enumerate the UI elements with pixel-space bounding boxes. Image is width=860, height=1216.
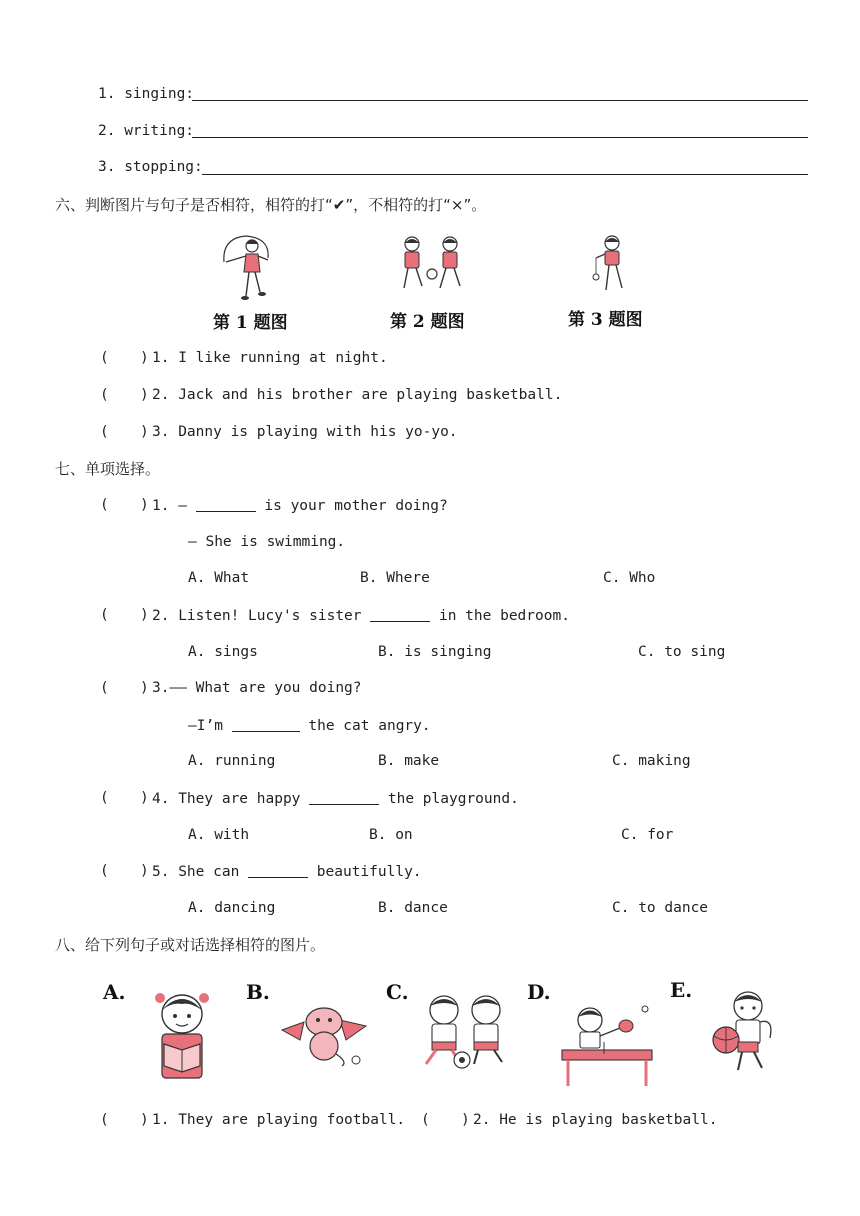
q1-option-c[interactable]: C. Who	[603, 570, 656, 586]
section-heading-8: 八、给下列句子或对话选择相符的图片。	[55, 936, 326, 954]
q2-post: in the bedroom.	[438, 608, 570, 624]
q5-option-c[interactable]: C. to dance	[612, 900, 709, 916]
q1-post: is your mother doing?	[264, 498, 448, 514]
q2-stem	[152, 607, 570, 624]
answer-paren-close: )	[140, 424, 149, 440]
answer-paren-close: )	[140, 387, 149, 403]
answer-paren-open[interactable]: (	[100, 1112, 109, 1128]
answer-paren-open[interactable]: (	[100, 424, 109, 440]
judge-item-2: 2. Jack and his brother are playing basketball.	[152, 387, 563, 403]
q3-option-c[interactable]: C. making	[612, 753, 691, 769]
q3-line-post: the cat angry.	[308, 718, 431, 734]
picture-letter-d: D.	[527, 980, 551, 1004]
answer-paren-open[interactable]: (	[421, 1112, 430, 1128]
q2-option-c[interactable]: C. to sing	[638, 644, 726, 660]
answer-paren-open[interactable]: (	[100, 790, 109, 806]
answer-line-2[interactable]	[192, 137, 808, 138]
q4-stem	[152, 790, 519, 807]
answer-paren-close: )	[140, 497, 149, 513]
q3-line-pre: —I’m	[188, 718, 223, 734]
picture-2-football-boys	[394, 234, 472, 294]
q5-option-b[interactable]: B. dance	[378, 900, 448, 916]
q5-pre: 5. She can	[152, 864, 240, 880]
picture-letter-c: C.	[386, 980, 409, 1004]
judge-item-1: 1. I like running at night.	[152, 350, 388, 366]
match-item-1: 1. They are playing football.	[152, 1112, 406, 1128]
answer-paren-close: )	[140, 680, 149, 696]
answer-paren-open[interactable]: (	[100, 387, 109, 403]
picture-letter-a: A.	[103, 980, 126, 1004]
q3-option-a[interactable]: A. running	[188, 753, 276, 769]
q5-post: beautifully.	[316, 864, 422, 880]
picture-1-skipping-girl	[216, 232, 276, 304]
q1-stem	[152, 497, 448, 514]
q4-post: the playground.	[387, 791, 519, 807]
q3-line	[188, 717, 431, 734]
answer-line-1[interactable]	[192, 100, 808, 101]
q5-stem	[152, 863, 422, 880]
answer-paren-close: )	[461, 1112, 470, 1128]
picture-d-table-tennis	[560, 1004, 656, 1088]
q3-blank[interactable]	[232, 717, 300, 732]
q2-option-a[interactable]: A. sings	[188, 644, 258, 660]
q4-pre: 4. They are happy	[152, 791, 301, 807]
answer-paren-open[interactable]: (	[100, 863, 109, 879]
answer-line-3[interactable]	[202, 174, 808, 175]
q2-option-b[interactable]: B. is singing	[378, 644, 492, 660]
picture-1-caption: 第 1 题图	[213, 313, 288, 333]
q1-answer-line: — She is swimming.	[188, 534, 346, 550]
answer-paren-close: )	[140, 790, 149, 806]
answer-paren-open[interactable]: (	[100, 607, 109, 623]
item-3-label: 3. stopping:	[98, 159, 203, 175]
section-heading-7: 七、单项选择。	[55, 460, 161, 478]
picture-3-caption: 第 3 题图	[568, 310, 643, 330]
item-1-label: 1. singing:	[98, 86, 195, 102]
picture-b-dragon	[278, 1000, 370, 1070]
q5-option-a[interactable]: A. dancing	[188, 900, 276, 916]
q1-option-b[interactable]: B. Where	[360, 570, 430, 586]
picture-3-yoyo-boy	[588, 234, 634, 298]
picture-letter-b: B.	[246, 980, 270, 1004]
answer-paren-close: )	[140, 1112, 149, 1128]
q2-blank[interactable]	[370, 607, 430, 622]
q4-option-c[interactable]: C. for	[621, 827, 674, 843]
q1-option-a[interactable]: A. What	[188, 570, 250, 586]
picture-a-girl-reading	[150, 990, 214, 1082]
picture-letter-e: E.	[670, 978, 693, 1002]
match-item-2: 2. He is playing basketball.	[473, 1112, 718, 1128]
answer-paren-close: )	[140, 607, 149, 623]
q3-option-b[interactable]: B. make	[378, 753, 440, 769]
section-heading-6: 六、判断图片与句子是否相符，相符的打“✔”，不相符的打“×”。	[55, 196, 487, 214]
q4-option-a[interactable]: A. with	[188, 827, 250, 843]
q1-pre: 1. —	[152, 498, 187, 514]
item-2-label: 2. writing:	[98, 123, 195, 139]
picture-e-basketball	[708, 990, 780, 1076]
picture-c-football	[418, 994, 510, 1070]
q2-pre: 2. Listen! Lucy's sister	[152, 608, 362, 624]
q3-stem: 3.—— What are you doing?	[152, 680, 362, 696]
answer-paren-close: )	[140, 863, 149, 879]
judge-item-3: 3. Danny is playing with his yo-yo.	[152, 424, 458, 440]
q4-option-b[interactable]: B. on	[369, 827, 413, 843]
answer-paren-close: )	[140, 350, 149, 366]
q5-blank[interactable]	[248, 863, 308, 878]
q1-blank[interactable]	[196, 497, 256, 512]
q4-blank[interactable]	[309, 790, 379, 805]
answer-paren-open[interactable]: (	[100, 680, 109, 696]
picture-2-caption: 第 2 题图	[390, 312, 465, 332]
answer-paren-open[interactable]: (	[100, 350, 109, 366]
answer-paren-open[interactable]: (	[100, 497, 109, 513]
